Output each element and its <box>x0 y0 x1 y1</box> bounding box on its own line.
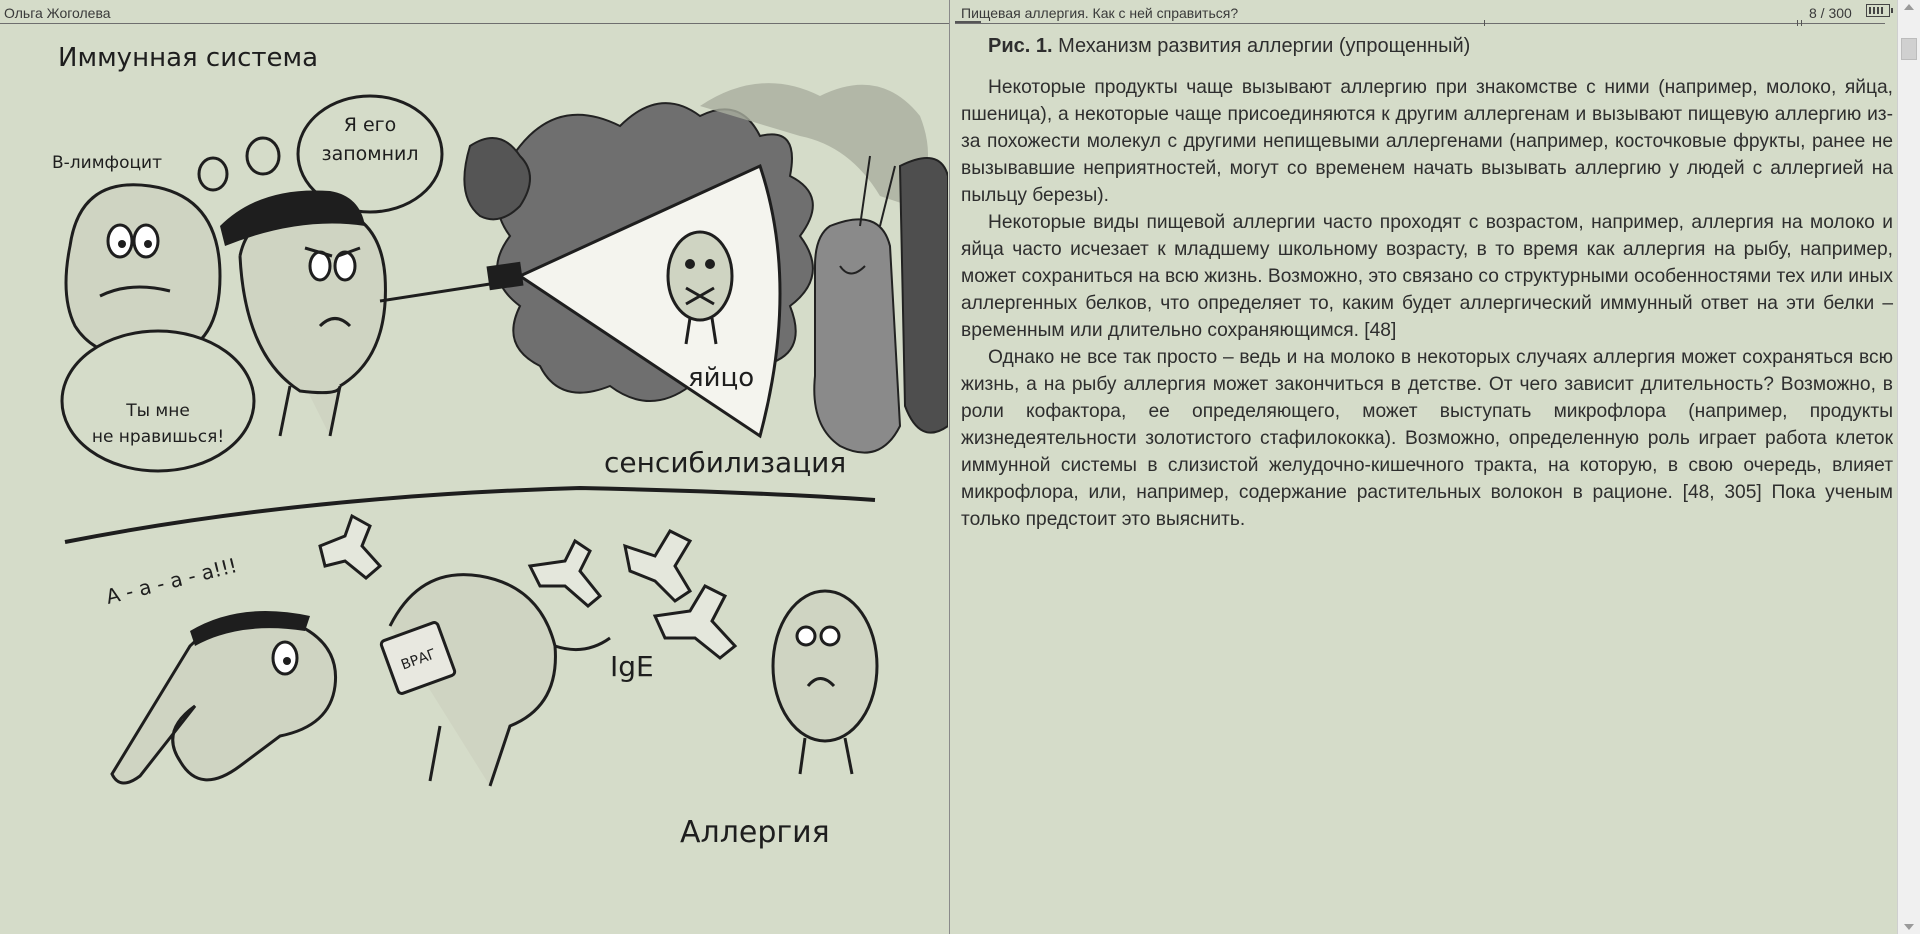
page-text-column <box>961 33 1893 533</box>
label-b-lymphocyte: B-лимфоцит <box>52 153 162 173</box>
speech-bubble-dislike <box>62 331 254 471</box>
header-rule-left <box>0 23 949 24</box>
paragraph-2: Некоторые виды пищевой аллергии часто проходят с возрастом, например, аллергия на молоко и яйца часто исчезает к младшему школьному возрасту, в то время как аллергия на рыбу, например, может сохраниться на всю жизнь. Возможно, это связано со структурными особенностями тех или иных аллергенных белков, что определяет то, каким будет аллергический иммунный ответ на эти белки – временным или длительно сохраняющимся. [48] <box>961 212 1893 341</box>
chapter-tick <box>1797 20 1798 26</box>
dark-edge-cell-icon <box>900 158 948 433</box>
scream-text: А - а - а - а!!! <box>103 553 240 609</box>
bubble-dislike-line1: Ты мне <box>126 401 190 421</box>
label-sensitization: сенсибилизация <box>604 446 847 479</box>
bubble-dislike-line2: не нравишься! <box>91 427 225 447</box>
thought-dots-icon <box>199 138 279 190</box>
illustration-title-allergy: Аллергия <box>680 815 830 850</box>
paragraph-1: Некоторые продукты чаще вызывают аллергию при знакомстве с ними (например, молоко, яйца, пшеница), а некоторые чаще присоединяются к другим аллергенам и вызывают пищевую аллергию из-за похожести молекул с другими непищевыми аллергенами (например, косточковые фрукты, ранее не вызывавшие неприятностей, могут со временем начать вызывать аллергию у людей с аллергией на пыльцу березы). <box>961 77 1893 206</box>
figure-caption <box>988 33 1893 60</box>
scared-egg-icon <box>773 591 877 774</box>
section-separator-line <box>65 488 875 542</box>
allergy-mechanism-drawing <box>0 26 948 886</box>
scroll-up-arrow-icon[interactable] <box>1904 4 1914 10</box>
label-egg: яйцо <box>688 363 755 393</box>
enemy-badge-text: ВРАГ <box>399 646 439 674</box>
chapter-tick <box>1801 20 1802 26</box>
label-ige: IgE <box>610 650 654 683</box>
figure-caption-number: Рис. 1. <box>988 35 1053 57</box>
page-indicator[interactable]: 8 / 300 <box>1809 5 1852 21</box>
paragraph-3: Однако не все так просто – ведь и на молоко в некоторых случаях аллергия может сохраняться всю жизнь, а на рыбу аллергия может закончиться в детстве. От чего зависит длительность? Возможно, в роли кофактора, ее определяющего, может выступать микрофлора (например, продукты жизнедеятельности золотистого стафилококка). Возможно, определенную роль играет работа клеток иммунной системы в слизистой желудочно-кишечного тракта, на которую, в свою очередь, влияет микрофлора, или, например, содержание растительных волокон в рационе. [48, 305] Пока ученым только предстоит это выяснить. <box>961 347 1893 530</box>
running-header-book-title: Пищевая аллергия. Как с ней справиться? <box>961 5 1239 21</box>
page-divider <box>949 0 950 934</box>
scroll-down-arrow-icon[interactable] <box>1904 924 1914 930</box>
header-rule-right <box>955 23 1885 24</box>
attacking-cell-icon <box>380 575 610 786</box>
scrollbar-thumb[interactable] <box>1901 38 1917 60</box>
figure-illustration <box>0 26 948 886</box>
battery-icon <box>1866 4 1890 17</box>
bubble-remember-line1: Я его <box>343 114 397 136</box>
vertical-scrollbar[interactable] <box>1897 0 1920 934</box>
running-header-author: Ольга Жоголева <box>4 5 111 21</box>
t-cell-character-icon <box>220 190 490 436</box>
chapter-tick <box>1484 20 1485 26</box>
bubble-remember-line2: запомнил <box>321 143 419 165</box>
bacterium-icon <box>814 156 900 453</box>
running-cell-icon <box>112 611 336 783</box>
illustration-title-immune-system: Иммунная система <box>58 43 319 73</box>
figure-caption-text: Механизм развития аллергии (упрощенный) <box>1052 35 1471 57</box>
